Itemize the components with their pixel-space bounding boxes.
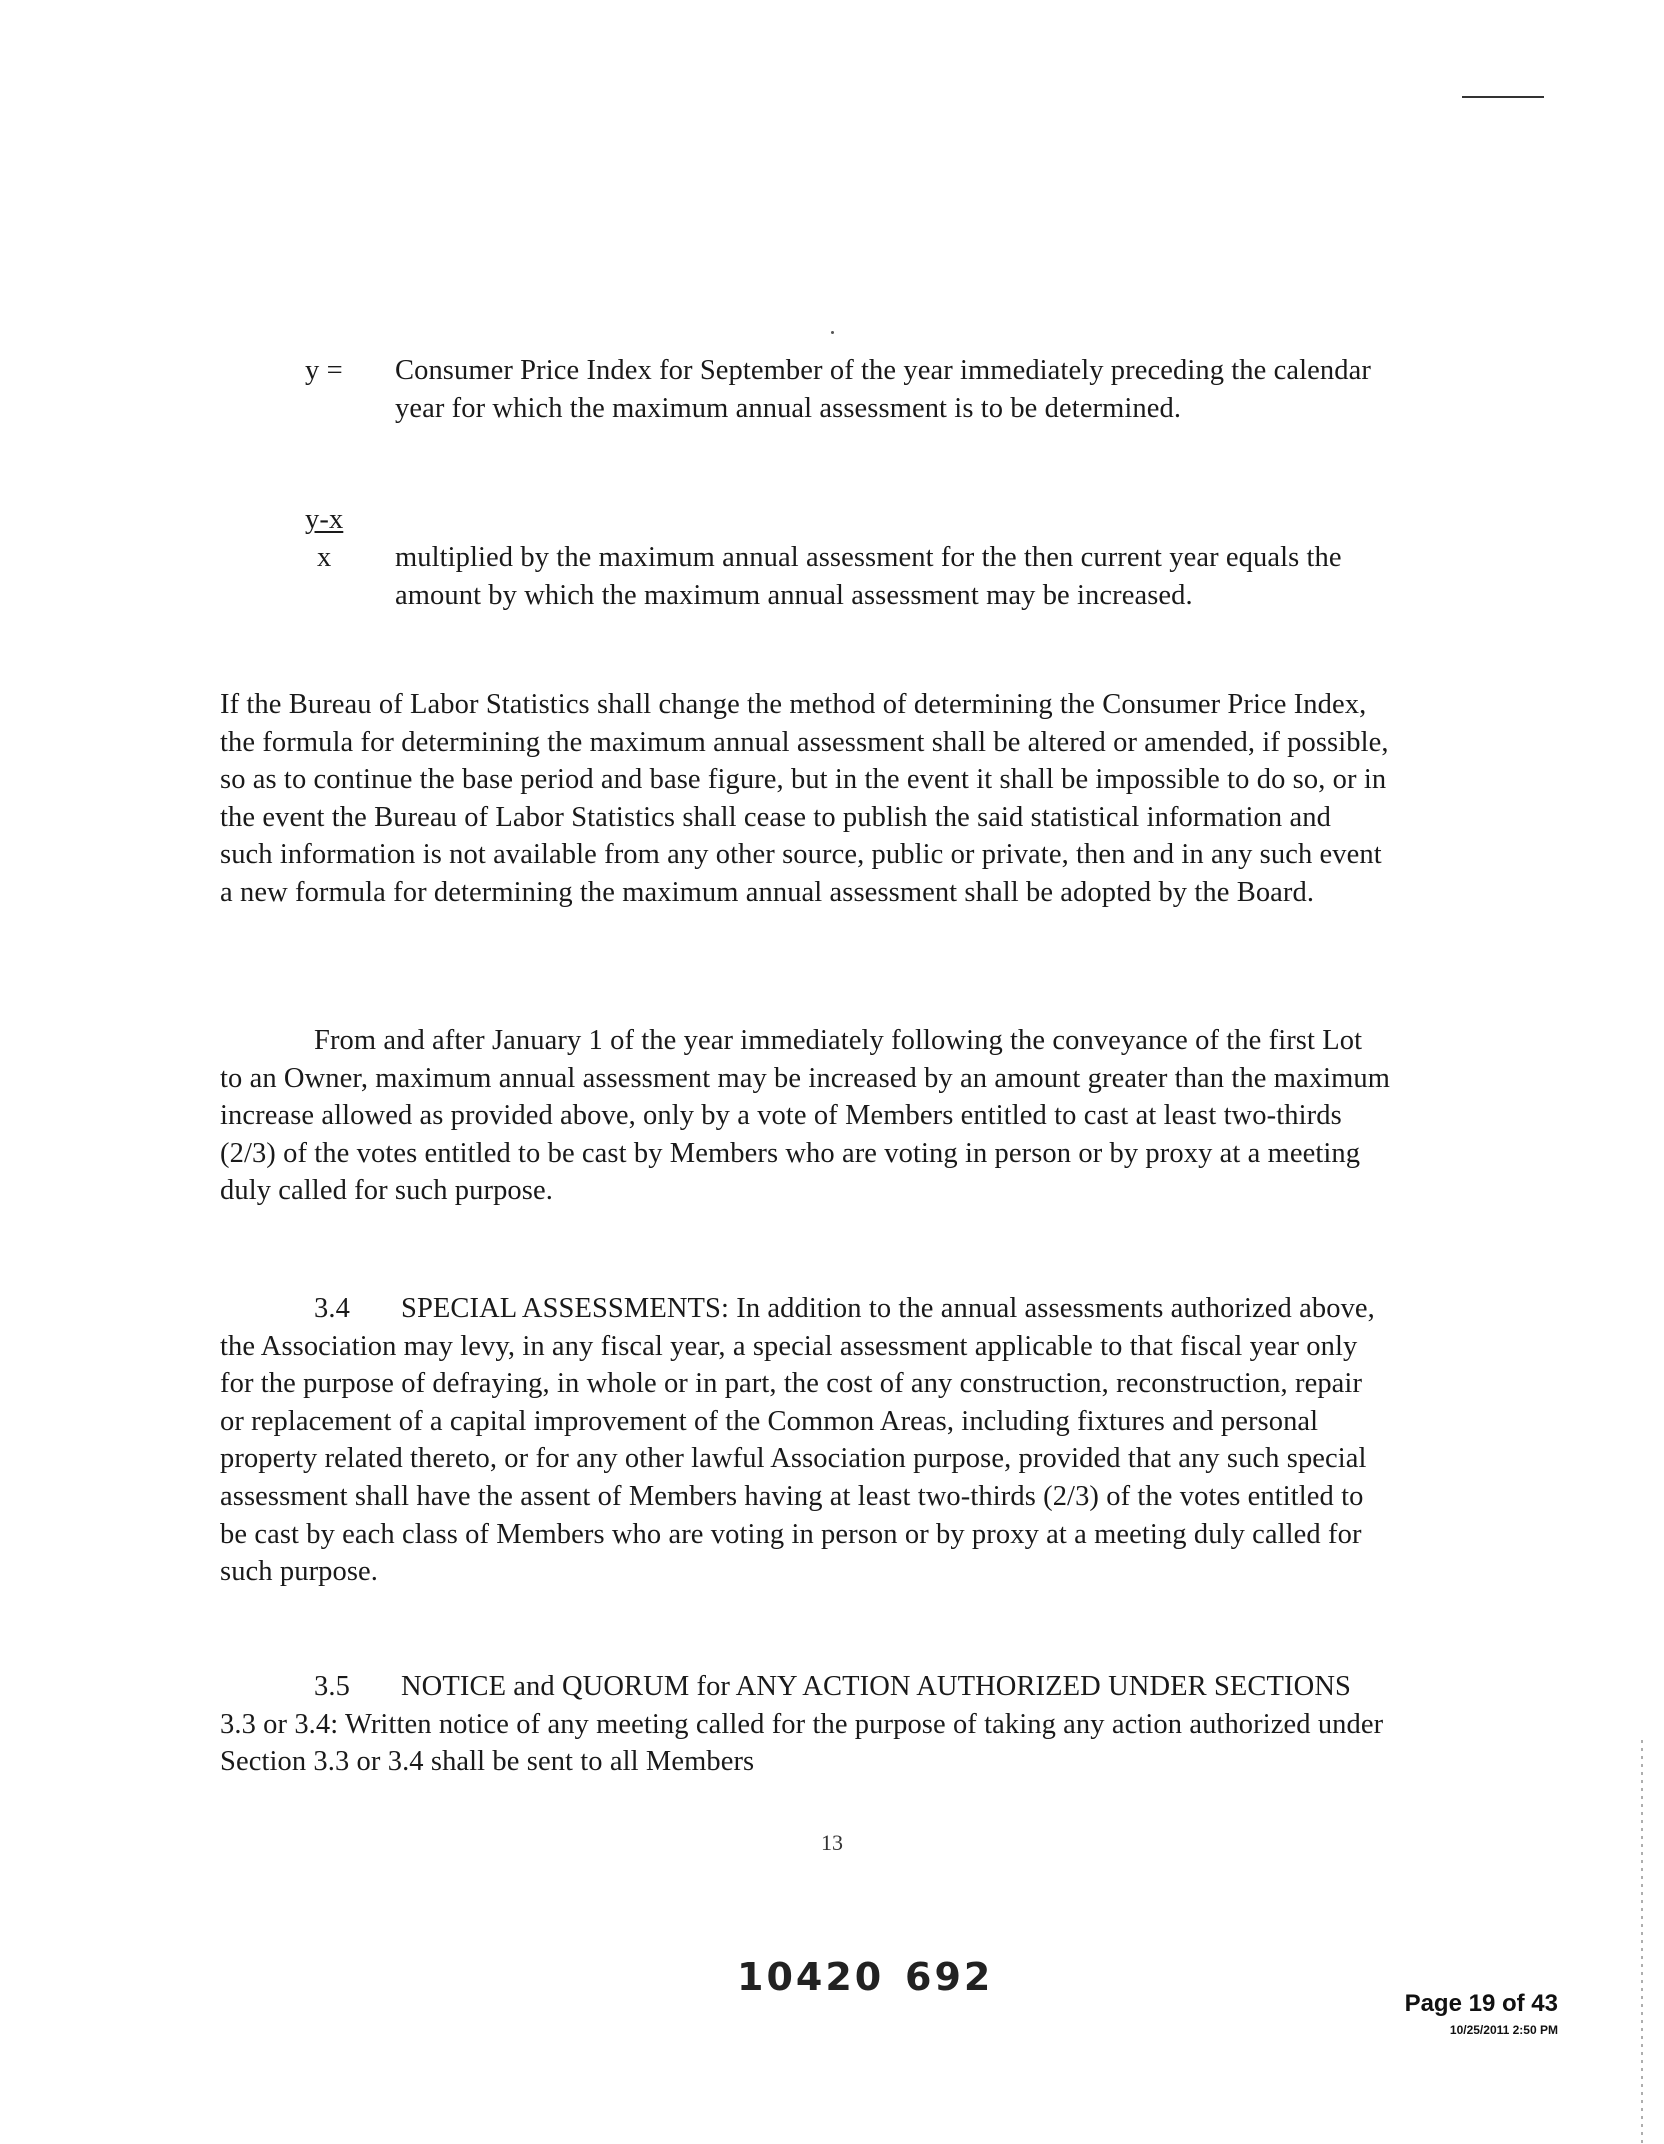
section-3-5-text: Written notice of any meeting called for the purpose of taking any action authorized under Section 3.3 or 3.4 shall be sent to all Members	[220, 1708, 1384, 1778]
footer-page-label: Page 19 of 43	[1404, 1990, 1558, 2017]
definition-fraction-text: multiplied by the maximum annual assessment for the then current year equals the amount by which the maximum annual assessment may be increased.	[395, 542, 1342, 611]
fraction-denominator: x	[317, 541, 332, 573]
definition-y-text: Consumer Price Index for September of the year immediately preceding the calendar year for which the maximum annual assessment is to be determined.	[395, 355, 1371, 424]
section-3-4-text: In addition to the annual assessments authorized above, the Association may levy, in any fiscal year, a special assessment applicable to that fiscal year only for the purpose of defraying, in whole or in part, the cost of any construction, reconstruction, repair or replacement of a capital improvement of the Common Areas, including fixtures and personal property related thereto, or for any other lawful Association purpose, provided that any such special assessment shall have the assent of Members having at least two-thirds (2/3) of the votes entitled to be cast by each class of Members who are voting in person or by proxy at a meeting duly called for such purpose.	[220, 1293, 1375, 1588]
section-3-4	[220, 1290, 1390, 1591]
section-3-5-heading: NOTICE and QUORUM for ANY ACTION AUTHORIZED UNDER SECTIONS 3.3 or 3.4:	[220, 1671, 1351, 1740]
top-rule-mark	[1462, 96, 1544, 98]
fraction-numerator: y-x	[305, 504, 344, 535]
paragraph-bureau: If the Bureau of Labor Statistics shall change the method of determining the Consumer Price Index, the formula for determining the maximum annual assessment shall be altered or amended, if possible, so as to continue the base period and base figure, but in the event it shall be impossible to do so, or in the event the Bureau of Labor Statistics shall cease to publish the said statistical information and such information is not available from any other source, public or private, then and in any such event a new formula for determining the maximum annual assessment shall be adopted by the Board.	[220, 689, 1389, 908]
paragraph-increase: From and after January 1 of the year immediately following the conveyance of the first Lot to an Owner, maximum annual assessment may be increased by an amount greater than the maximum increase allowed as provided above, only by a vote of Members entitled to cast at least two-thirds (2/3) of the votes entitled to be cast by Members who are voting in person or by proxy at a meeting duly called for such purpose.	[220, 1025, 1390, 1207]
scan-edge-mark	[1641, 1740, 1643, 2144]
footer-timestamp: 10/25/2011 2:50 PM	[1449, 2023, 1558, 2037]
fraction-symbol	[305, 501, 365, 576]
page-number: 13	[821, 1830, 843, 1855]
definition-y-symbol: y =	[305, 355, 343, 386]
recording-book-number: 10420	[737, 1955, 885, 1999]
section-3-5	[220, 1668, 1390, 1781]
recording-page-number: 692	[905, 1955, 994, 1999]
scan-speck	[831, 331, 834, 334]
section-3-4-number: 3.4	[314, 1293, 350, 1324]
section-3-4-heading: SPECIAL ASSESSMENTS:	[401, 1293, 729, 1324]
section-3-5-number: 3.5	[314, 1671, 350, 1702]
